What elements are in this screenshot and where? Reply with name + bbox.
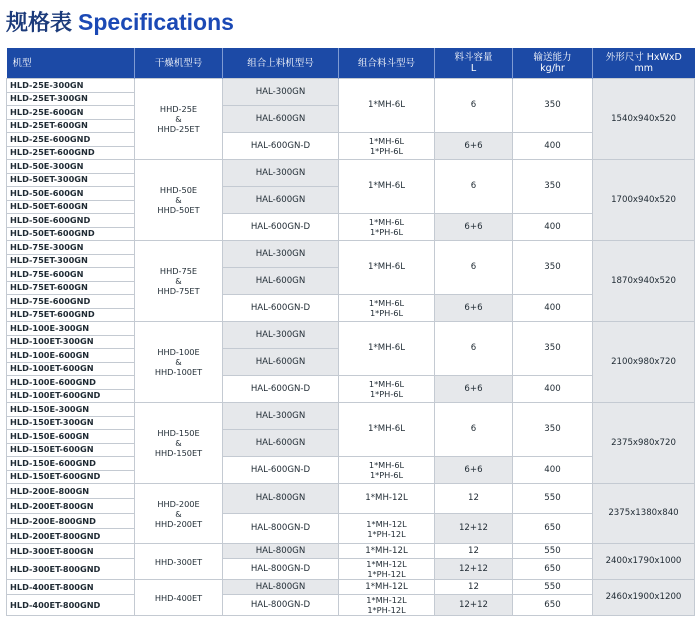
- hopper-cell: [339, 214, 435, 241]
- dims-cell: 1700x940x520: [593, 160, 695, 241]
- dryer-cell-line: &: [175, 508, 182, 519]
- hopper-cell-line: 1*MH-6L: [368, 298, 405, 308]
- capacity-cell: 12+12: [435, 559, 513, 580]
- model-cell: HLD-75E-600GND: [7, 295, 135, 309]
- table-row: [7, 514, 695, 529]
- hopper-cell: 1*MH-6L: [339, 160, 435, 214]
- capacity-cell: 12+12: [435, 514, 513, 544]
- header-throughput: 输送能力 kg/hr: [513, 48, 593, 79]
- title-en: Specifications: [78, 9, 234, 35]
- hopper-cell: [339, 514, 435, 544]
- loader-cell: HAL-300GN: [223, 241, 339, 268]
- loader-cell: HAL-600GN: [223, 430, 339, 457]
- throughput-cell: 550: [513, 580, 593, 595]
- hopper-cell-line: 1*MH-6L: [368, 136, 405, 146]
- loader-cell: HAL-600GN-D: [223, 457, 339, 484]
- throughput-cell: 400: [513, 214, 593, 241]
- loader-cell: HAL-600GN: [223, 268, 339, 295]
- model-cell: HLD-150E-600GN: [7, 430, 135, 444]
- header-model: 机型: [7, 48, 135, 79]
- hopper-cell: [339, 133, 435, 160]
- hopper-cell: 1*MH-12L: [339, 484, 435, 514]
- model-cell: HLD-150ET-600GND: [7, 470, 135, 484]
- table-row: [7, 241, 695, 255]
- dryer-cell: [135, 322, 223, 403]
- hopper-cell-line: 1*MH-12L: [366, 518, 407, 529]
- model-cell: HLD-300ET-800GN: [7, 544, 135, 559]
- loader-cell: HAL-600GN: [223, 106, 339, 133]
- dryer-cell-line: &: [175, 114, 182, 124]
- loader-cell: HAL-300GN: [223, 160, 339, 187]
- loader-cell: HAL-300GN: [223, 322, 339, 349]
- hopper-cell-line: 1*PH-12L: [367, 605, 406, 615]
- table-row: [7, 559, 695, 580]
- table-row: [7, 403, 695, 417]
- model-cell: HLD-100ET-600GND: [7, 389, 135, 403]
- dryer-cell-line: &: [175, 276, 182, 286]
- model-cell: HLD-50E-600GN: [7, 187, 135, 201]
- loader-cell: HAL-600GN: [223, 349, 339, 376]
- dryer-cell-line: HHD-100ET: [154, 367, 203, 377]
- loader-cell: HAL-800GN-D: [223, 514, 339, 544]
- loader-cell: HAL-600GN-D: [223, 133, 339, 160]
- throughput-cell: 350: [513, 403, 593, 457]
- page-title: [6, 6, 234, 36]
- dryer-cell-line: HHD-50ET: [157, 205, 200, 215]
- dryer-cell: [135, 79, 223, 160]
- throughput-cell: 400: [513, 295, 593, 322]
- dryer-cell-line: HHD-25ET: [157, 124, 200, 134]
- dryer-cell-line: HHD-300ET: [154, 556, 203, 567]
- hopper-cell: [339, 595, 435, 616]
- hopper-cell-line: 1*MH-6L: [368, 217, 405, 227]
- model-cell: HLD-25E-600GND: [7, 133, 135, 147]
- hopper-cell-line: 1*MH-12L: [366, 595, 407, 605]
- hopper-cell: 1*MH-6L: [339, 241, 435, 295]
- model-cell: HLD-75ET-300GN: [7, 254, 135, 268]
- header-hopper: 组合料斗型号: [339, 48, 435, 79]
- table-row: [7, 376, 695, 390]
- dryer-cell-line: HHD-50E: [159, 185, 198, 195]
- hopper-cell-line: 1*PH-12L: [367, 569, 406, 579]
- hopper-cell-line: 1*PH-6L: [369, 308, 404, 318]
- model-cell: HLD-150E-600GND: [7, 457, 135, 471]
- dryer-cell-line: HHD-150E: [157, 428, 200, 438]
- dims-cell: 1870x940x520: [593, 241, 695, 322]
- hopper-cell-line: 1*PH-12L: [367, 528, 406, 539]
- capacity-cell: 6+6: [435, 295, 513, 322]
- throughput-cell: 650: [513, 595, 593, 616]
- capacity-cell: 6: [435, 322, 513, 376]
- model-cell: HLD-75ET-600GN: [7, 281, 135, 295]
- header-dryer: 干燥机型号: [135, 48, 223, 79]
- throughput-cell: 350: [513, 241, 593, 295]
- table-row: [7, 79, 695, 93]
- capacity-cell: 12: [435, 544, 513, 559]
- model-cell: HLD-200E-800GND: [7, 514, 135, 529]
- loader-cell: HAL-800GN-D: [223, 559, 339, 580]
- model-cell: HLD-400ET-800GND: [7, 595, 135, 616]
- header-loader: 组合上料机型号: [223, 48, 339, 79]
- dryer-cell: [135, 544, 223, 580]
- dryer-cell-line: HHD-25E: [159, 104, 198, 114]
- model-cell: HLD-75ET-600GND: [7, 308, 135, 322]
- model-cell: HLD-150E-300GN: [7, 403, 135, 417]
- table-row: [7, 484, 695, 499]
- throughput-cell: 350: [513, 160, 593, 214]
- loader-cell: HAL-600GN: [223, 187, 339, 214]
- throughput-cell: 400: [513, 133, 593, 160]
- loader-cell: HAL-800GN: [223, 580, 339, 595]
- table-header-row: [7, 48, 695, 79]
- dims-cell: 2400x1790x1000: [593, 544, 695, 580]
- dryer-cell: [135, 580, 223, 616]
- title-cn: 规格表: [6, 11, 73, 36]
- dryer-cell-line: HHD-400ET: [154, 592, 203, 603]
- model-cell: HLD-100ET-300GN: [7, 335, 135, 349]
- table-row: [7, 322, 695, 336]
- throughput-cell: 400: [513, 457, 593, 484]
- dryer-cell-line: &: [175, 357, 182, 367]
- dryer-cell-line: HHD-100E: [157, 347, 200, 357]
- loader-cell: HAL-600GN-D: [223, 295, 339, 322]
- table-body: [7, 79, 695, 616]
- model-cell: HLD-25E-600GN: [7, 106, 135, 120]
- throughput-cell: 350: [513, 79, 593, 133]
- table-row: [7, 457, 695, 471]
- capacity-cell: 6: [435, 79, 513, 133]
- dims-cell: 2375x1380x840: [593, 484, 695, 544]
- header-capacity: 料斗容量 L: [435, 48, 513, 79]
- hopper-cell: [339, 457, 435, 484]
- table-row: [7, 133, 695, 147]
- model-cell: HLD-100E-600GN: [7, 349, 135, 363]
- dryer-cell-line: &: [175, 438, 182, 448]
- hopper-cell-line: 1*MH-12L: [366, 559, 407, 569]
- dryer-cell-line: HHD-200ET: [154, 518, 203, 529]
- throughput-cell: 550: [513, 484, 593, 514]
- loader-cell: HAL-800GN-D: [223, 595, 339, 616]
- header-dims: 外形尺寸 HxWxD mm: [593, 48, 695, 79]
- model-cell: HLD-75E-600GN: [7, 268, 135, 282]
- hopper-cell: [339, 559, 435, 580]
- table-row: [7, 580, 695, 595]
- dryer-cell-line: HHD-75E: [159, 266, 198, 276]
- table-row: [7, 544, 695, 559]
- model-cell: HLD-200ET-800GN: [7, 499, 135, 514]
- loader-cell: HAL-800GN: [223, 544, 339, 559]
- dims-cell: 2460x1900x1200: [593, 580, 695, 616]
- dryer-cell-line: &: [175, 195, 182, 205]
- dims-cell: 2375x980x720: [593, 403, 695, 484]
- model-cell: HLD-300ET-800GND: [7, 559, 135, 580]
- capacity-cell: 6+6: [435, 376, 513, 403]
- dryer-cell: [135, 241, 223, 322]
- model-cell: HLD-25E-300GN: [7, 79, 135, 93]
- hopper-cell: 1*MH-6L: [339, 322, 435, 376]
- hopper-cell-line: 1*PH-6L: [369, 470, 404, 480]
- model-cell: HLD-50ET-600GND: [7, 227, 135, 241]
- capacity-cell: 6: [435, 403, 513, 457]
- specifications-table: [6, 48, 695, 616]
- loader-cell: HAL-600GN-D: [223, 214, 339, 241]
- table-row: [7, 214, 695, 228]
- capacity-cell: 12+12: [435, 595, 513, 616]
- model-cell: HLD-100ET-600GN: [7, 362, 135, 376]
- model-cell: HLD-50ET-300GN: [7, 173, 135, 187]
- throughput-cell: 400: [513, 376, 593, 403]
- hopper-cell: 1*MH-6L: [339, 403, 435, 457]
- throughput-cell: 650: [513, 559, 593, 580]
- hopper-cell-line: 1*MH-6L: [368, 379, 405, 389]
- model-cell: HLD-400ET-800GN: [7, 580, 135, 595]
- model-cell: HLD-150ET-300GN: [7, 416, 135, 430]
- hopper-cell: 1*MH-12L: [339, 580, 435, 595]
- hopper-cell: [339, 376, 435, 403]
- hopper-cell: 1*MH-6L: [339, 79, 435, 133]
- hopper-cell-line: 1*PH-6L: [369, 389, 404, 399]
- capacity-cell: 6: [435, 241, 513, 295]
- hopper-cell-line: 1*PH-6L: [369, 146, 404, 156]
- capacity-cell: 12: [435, 580, 513, 595]
- capacity-cell: 12: [435, 484, 513, 514]
- loader-cell: HAL-300GN: [223, 79, 339, 106]
- hopper-cell: 1*MH-12L: [339, 544, 435, 559]
- model-cell: HLD-50E-600GND: [7, 214, 135, 228]
- hopper-cell-line: 1*MH-6L: [368, 460, 405, 470]
- dryer-cell: [135, 403, 223, 484]
- dryer-cell-line: HHD-75ET: [157, 286, 200, 296]
- model-cell: HLD-200E-800GN: [7, 484, 135, 499]
- dims-cell: 1540x940x520: [593, 79, 695, 160]
- model-cell: HLD-25ET-600GND: [7, 146, 135, 160]
- model-cell: HLD-200ET-800GND: [7, 529, 135, 544]
- capacity-cell: 6+6: [435, 133, 513, 160]
- dryer-cell: [135, 160, 223, 241]
- throughput-cell: 350: [513, 322, 593, 376]
- dryer-cell-line: HHD-200E: [157, 498, 200, 509]
- model-cell: HLD-100E-600GND: [7, 376, 135, 390]
- capacity-cell: 6+6: [435, 214, 513, 241]
- model-cell: HLD-25ET-300GN: [7, 92, 135, 106]
- hopper-cell: [339, 295, 435, 322]
- throughput-cell: 650: [513, 514, 593, 544]
- model-cell: HLD-150ET-600GN: [7, 443, 135, 457]
- loader-cell: HAL-600GN-D: [223, 376, 339, 403]
- throughput-cell: 550: [513, 544, 593, 559]
- dims-cell: 2100x980x720: [593, 322, 695, 403]
- model-cell: HLD-25ET-600GN: [7, 119, 135, 133]
- dryer-cell: [135, 484, 223, 544]
- model-cell: HLD-100E-300GN: [7, 322, 135, 336]
- table-row: [7, 160, 695, 174]
- loader-cell: HAL-300GN: [223, 403, 339, 430]
- capacity-cell: 6+6: [435, 457, 513, 484]
- table-row: [7, 295, 695, 309]
- model-cell: HLD-75E-300GN: [7, 241, 135, 255]
- hopper-cell-line: 1*PH-6L: [369, 227, 404, 237]
- dryer-cell-line: HHD-150ET: [154, 448, 203, 458]
- table-row: [7, 595, 695, 616]
- capacity-cell: 6: [435, 160, 513, 214]
- loader-cell: HAL-800GN: [223, 484, 339, 514]
- model-cell: HLD-50E-300GN: [7, 160, 135, 174]
- model-cell: HLD-50ET-600GN: [7, 200, 135, 214]
